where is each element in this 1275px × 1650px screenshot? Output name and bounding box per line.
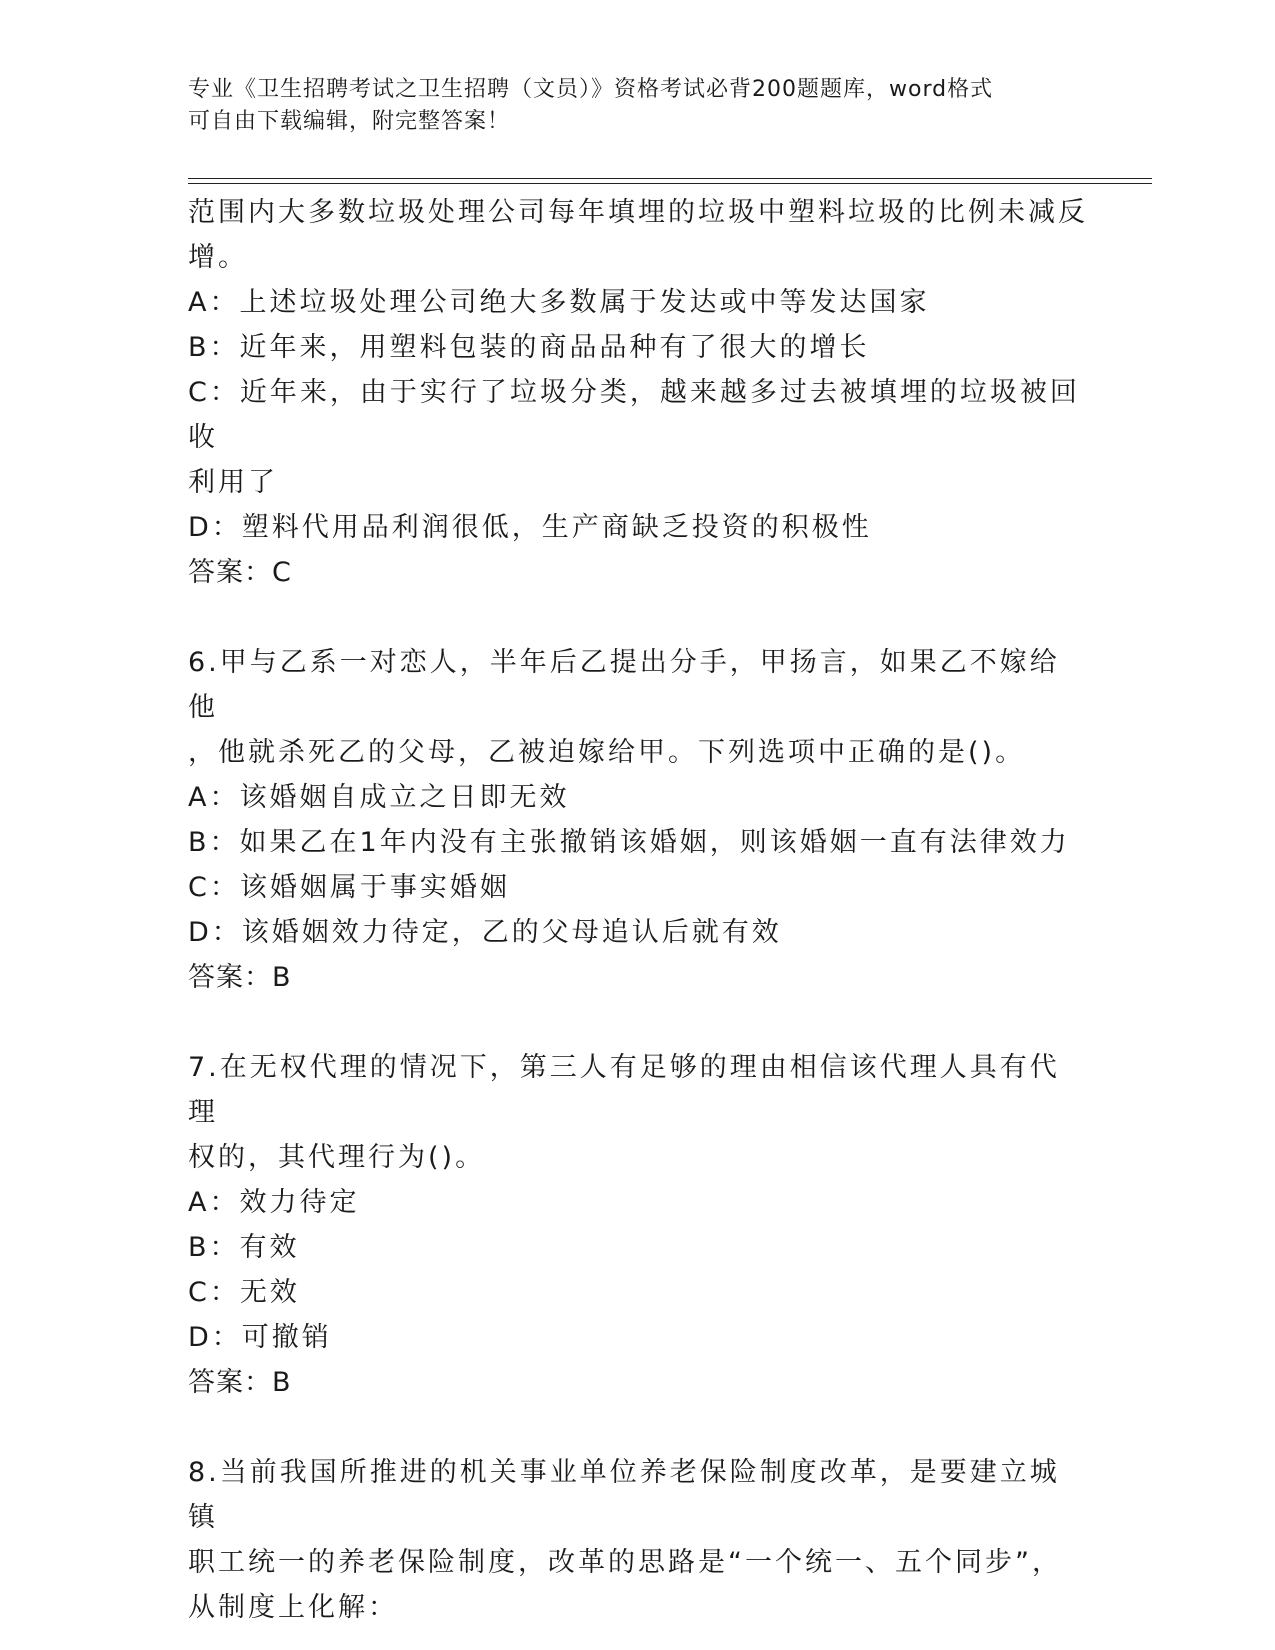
document-body — [188, 190, 1088, 1630]
option-d: D：可撤销 — [188, 1322, 332, 1353]
answer: 答案：B — [188, 1367, 292, 1398]
spacer — [188, 595, 1088, 640]
option-c: C：无效 — [188, 1277, 300, 1308]
question-stem: 6.甲与乙系一对恋人，半年后乙提出分手，甲扬言，如果乙不嫁给他 — [188, 647, 1060, 723]
spacer — [188, 1405, 1088, 1450]
question-stem: 权的，其代理行为()。 — [188, 1142, 486, 1173]
question-stem: 范围内大多数垃圾处理公司每年填埋的垃圾中塑料垃圾的比例未减反 — [188, 197, 1088, 228]
option-b: B：有效 — [188, 1232, 300, 1263]
option-b: B：如果乙在1年内没有主张撤销该婚姻，则该婚姻一直有法律效力 — [188, 827, 1070, 858]
option-c: 利用了 — [188, 467, 278, 498]
option-c: C：近年来，由于实行了垃圾分类，越来越多过去被填埋的垃圾被回收 — [188, 377, 1080, 453]
question-stem: 从制度上化解： — [188, 1592, 398, 1623]
question-8 — [188, 1450, 1088, 1630]
question-stem: 职工统一的养老保险制度，改革的思路是“一个统一、五个同步”， — [188, 1547, 1062, 1578]
question-6 — [188, 640, 1088, 1000]
option-a: A：上述垃圾处理公司绝大多数属于发达或中等发达国家 — [188, 287, 930, 318]
answer: 答案：B — [188, 962, 292, 993]
question-stem: ，他就杀死乙的父母，乙被迫嫁给甲。下列选项中正确的是()。 — [188, 737, 1026, 768]
question-7 — [188, 1045, 1088, 1405]
option-a: A：该婚姻自成立之日即无效 — [188, 782, 570, 813]
option-c: C：该婚姻属于事实婚姻 — [188, 872, 510, 903]
option-d: D：该婚姻效力待定，乙的父母追认后就有效 — [188, 917, 782, 948]
option-b: B：近年来，用塑料包装的商品品种有了很大的增长 — [188, 332, 870, 363]
question-stem: 8.当前我国所推进的机关事业单位养老保险制度改革，是要建立城镇 — [188, 1457, 1060, 1533]
header-line-2: 可自由下载编辑，附完整答案！ — [188, 109, 511, 134]
spacer — [188, 1000, 1088, 1045]
question-5 — [188, 190, 1088, 595]
question-stem: 增。 — [188, 242, 248, 273]
option-d: D：塑料代用品利润很低，生产商缺乏投资的积极性 — [188, 512, 872, 543]
answer: 答案：C — [188, 557, 292, 588]
option-a: A：效力待定 — [188, 1187, 360, 1218]
header-line-1: 专业《卫生招聘考试之卫生招聘（文员）》资格考试必背200题题库，word格式 — [188, 77, 994, 102]
header-divider-top — [188, 178, 1152, 179]
header-divider-bottom — [188, 183, 1152, 184]
document-header — [188, 74, 1068, 138]
question-stem: 7.在无权代理的情况下，第三人有足够的理由相信该代理人具有代理 — [188, 1052, 1060, 1128]
